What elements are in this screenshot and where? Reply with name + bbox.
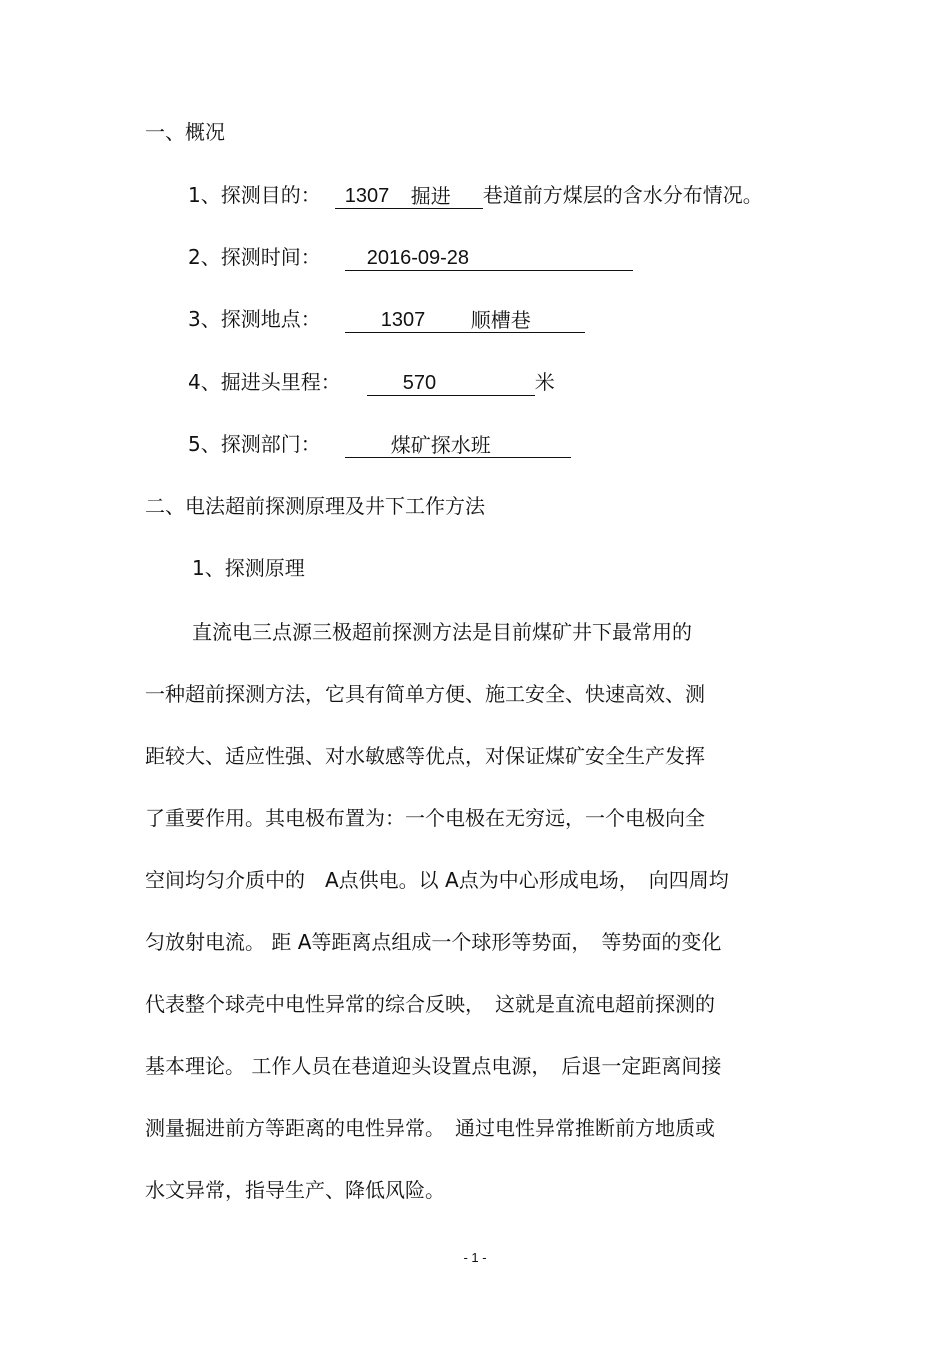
item-location-blank	[345, 308, 585, 333]
paragraph-line: 了重要作用。其电极布置为：一个电极在无穷远，一个电极向全	[145, 806, 705, 830]
section-heading-overview: 一、概况	[145, 120, 225, 144]
paragraph-line: 代表整个球壳中电性异常的综合反映， 这就是直流电超前探测的	[145, 992, 715, 1016]
item-time-value: 2016-09-28	[366, 247, 470, 269]
item-mileage-blank	[367, 371, 535, 396]
item-location-value-1: 1307	[380, 309, 426, 331]
paragraph-line: 直流电三点源三极超前探测方法是目前煤矿井下最常用的	[192, 620, 692, 644]
page-number: - 1 -	[463, 1250, 487, 1265]
item-location-value-2: 顺槽巷	[470, 308, 531, 332]
item-mileage-label: 4、掘进头里程：	[188, 370, 341, 394]
item-time	[188, 243, 633, 271]
item-time-blank	[345, 246, 633, 271]
item-purpose-label: 1、探测目的：	[188, 183, 321, 207]
item-location-label: 3、探测地点：	[188, 307, 321, 331]
item-location	[188, 305, 585, 333]
item-time-label: 2、探测时间：	[188, 245, 321, 269]
paragraph-line: 匀放射电流。 距 A等距离点组成一个球形等势面， 等势面的变化	[145, 930, 722, 954]
paragraph-line: 测量掘进前方等距离的电性异常。 通过电性异常推断前方地质或	[145, 1116, 715, 1140]
item-mileage	[188, 368, 555, 396]
paragraph-line: 空间均匀介质中的 A点供电。以 A点为中心形成电场， 向四周均	[145, 868, 729, 892]
item-purpose-value-1: 1307	[344, 185, 390, 207]
paragraph-line: 基本理论。 工作人员在巷道迎头设置点电源， 后退一定距离间接	[145, 1054, 722, 1078]
item-purpose-value-2: 掘进	[410, 184, 451, 208]
item-mileage-value: 570	[402, 372, 437, 394]
item-mileage-unit: 米	[534, 370, 555, 394]
item-department-blank	[345, 433, 571, 458]
subheading-principle: 1、探测原理	[192, 556, 305, 580]
item-purpose-suffix: 巷道前方煤层的含水分布情况。	[482, 183, 763, 207]
paragraph-line: 一种超前探测方法，它具有简单方便、施工安全、快速高效、测	[145, 682, 705, 706]
item-department-label: 5、探测部门：	[188, 432, 321, 456]
paragraph-line: 水文异常，指导生产、降低风险。	[145, 1178, 445, 1202]
item-department	[188, 430, 571, 458]
item-purpose-blank	[335, 184, 483, 209]
section-heading-principle: 二、电法超前探测原理及井下工作方法	[145, 494, 485, 518]
item-purpose	[188, 181, 763, 209]
item-department-value: 煤矿探水班	[390, 433, 491, 457]
paragraph-line: 距较大、适应性强、对水敏感等优点，对保证煤矿安全生产发挥	[145, 744, 705, 768]
